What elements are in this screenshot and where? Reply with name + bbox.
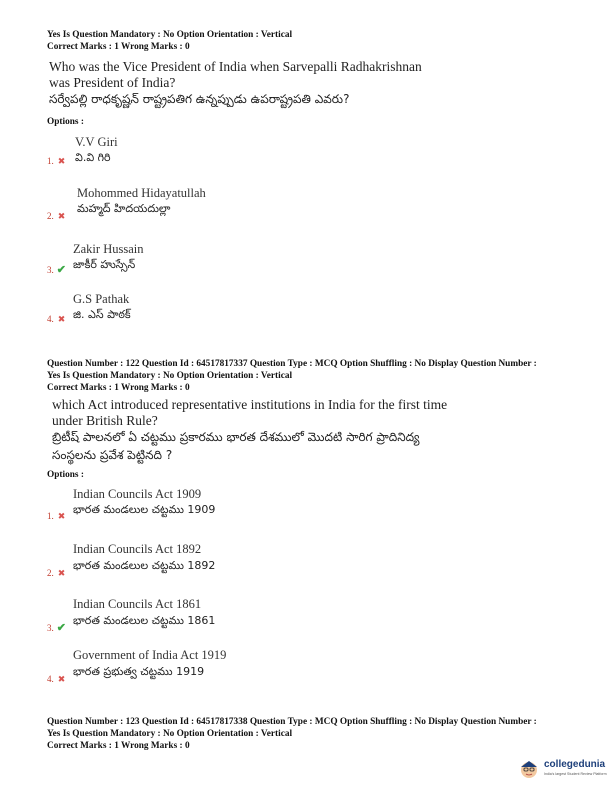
question-header-line: Question Number : 122 Question Id : 64517817337 Question Type : MCQ Option Shuffling : No Display Question Number : [47,359,537,369]
brand-name: collegedunia [544,759,606,770]
question-text-en: under British Rule? [52,413,158,428]
wrong-mark-icon: ✖ [57,511,66,521]
check-icon: ✔ [56,264,66,276]
option-text-te: జాకీర్ హుస్సేన్ [73,258,136,271]
option-text-en: Indian Councils Act 1861 [73,597,202,611]
wrong-mark-icon: ✖ [57,156,66,166]
collegedunia-logo [518,756,606,784]
marks-line: Correct Marks : 1 Wrong Marks : 0 [47,42,190,52]
option-text-te: భారత మండలుల చట్టము 1909 [73,503,216,516]
question-meta-line: Yes Is Question Mandatory : No Option Orientation : Vertical [47,30,293,40]
option-number: 2. ✖ [47,211,66,221]
question-meta-line: Yes Is Question Mandatory : No Option Orientation : Vertical [47,729,293,739]
question-text-te: సంస్థలను ప్రవేశ పెట్టినది ? [52,448,173,462]
option-text-te: వి.వి గిరి [75,151,111,164]
wrong-mark-icon: ✖ [57,314,66,324]
option-text-te: భారత మండలుల చట్టము 1861 [73,614,216,627]
option-number: 4. ✖ [47,674,66,684]
option-text-en: Government of India Act 1919 [73,648,227,662]
option-number: 4. ✖ [47,314,66,324]
option-text-te: మహ్మద్ హిదయదుల్లా [77,202,171,215]
option-text-en: V.V Giri [75,135,118,149]
question-text-en: Who was the Vice President of India when Sarvepalli Radhakrishnan [49,59,422,74]
option-number: 1. ✖ [47,156,66,166]
wrong-mark-icon: ✖ [57,211,66,221]
option-text-en: G.S Pathak [73,292,130,306]
marks-line: Correct Marks : 1 Wrong Marks : 0 [47,383,190,393]
option-text-te: భారత ప్రభుత్వ చట్టము 1919 [73,665,205,678]
option-text-en: Mohommed Hidayatullah [77,186,206,200]
option-text-en: Zakir Hussain [73,242,144,256]
option-number: 1. ✖ [47,511,66,521]
wrong-mark-icon: ✖ [57,568,66,578]
options-label: Options : [47,117,84,127]
option-text-en: Indian Councils Act 1892 [73,542,202,556]
mascot-icon [518,758,540,780]
option-text-te: భారత మండలుల చట్టము 1892 [73,559,216,572]
question-text-te: బ్రిటీష్ పాలనలో ఏ చట్టము ప్రకారము భారత దేశములో మొదటి సారిగ ప్రాదినిద్య [52,430,420,444]
question-meta-line: Yes Is Question Mandatory : No Option Orientation : Vertical [47,371,293,381]
option-number: 3. ✔ [47,622,66,634]
question-text-te: సర్వేపల్లి రాధకృష్ణన్ రాష్ట్రపతిగ ఉన్నప్పుడు ఉపరాష్ట్రపతి ఎవరు? [49,92,350,106]
option-text-en: Indian Councils Act 1909 [73,487,202,501]
option-number: 2. ✖ [47,568,66,578]
marks-line: Correct Marks : 1 Wrong Marks : 0 [47,741,190,751]
wrong-mark-icon: ✖ [57,674,66,684]
brand-tagline: India's largest Student Review Platform [544,772,607,776]
option-number: 3. ✔ [47,264,66,276]
question-header-line: Question Number : 123 Question Id : 64517817338 Question Type : MCQ Option Shuffling : No Display Question Number : [47,717,537,727]
question-text-en: was President of India? [49,75,176,90]
option-text-te: జి. ఎస్ పాఠక్ [73,308,131,321]
check-icon: ✔ [56,622,66,634]
options-label: Options : [47,470,84,480]
question-text-en: which Act introduced representative institutions in India for the first time [52,397,448,412]
